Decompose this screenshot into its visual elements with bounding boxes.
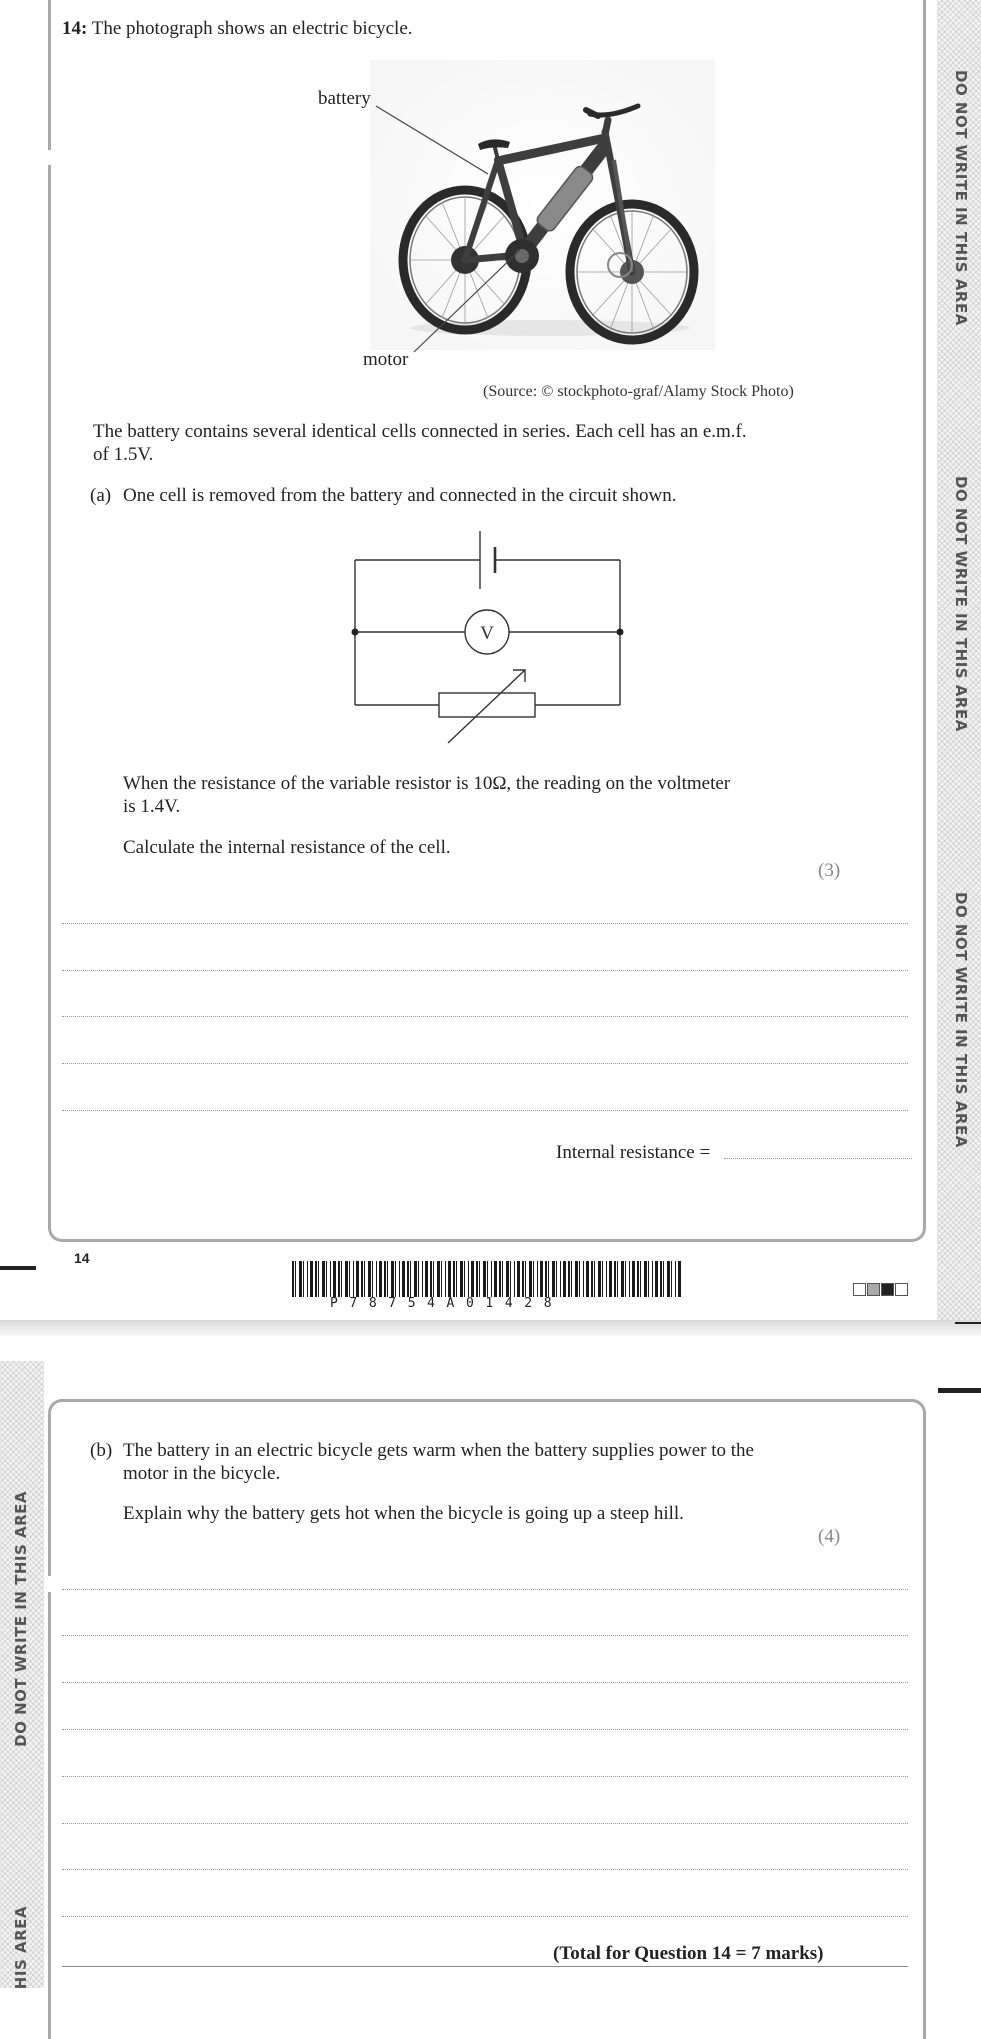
do-not-write-label: HIS AREA [12, 1906, 30, 1990]
do-not-write-label: DO NOT WRITE IN THIS AREA [12, 1491, 30, 1747]
page-separator [0, 1320, 981, 1336]
question-intro: The photograph shows an electric bicycle. [91, 18, 413, 39]
part-b-label: (b) [90, 1440, 113, 1461]
stem-line-2: of 1.5V. [93, 444, 154, 465]
bottom-rule [62, 1966, 908, 1967]
part-a-line-1: When the resistance of the variable resistor is 10Ω, the reading on the voltmeter [123, 773, 731, 794]
question-total: (Total for Question 14 = 7 marks) [553, 1943, 824, 1964]
part-a-label: (a) [90, 485, 112, 506]
do-not-write-label: DO NOT WRITE IN THIS AREA [952, 476, 970, 732]
answer-line[interactable] [62, 1916, 908, 1917]
photo-leader-lines [0, 0, 981, 400]
part-a-instruction: Calculate the internal resistance of the cell. [123, 837, 451, 858]
part-b-marks: (4) [818, 1526, 841, 1547]
internal-resistance-answer-line[interactable] [724, 1158, 912, 1159]
answer-line[interactable] [62, 1016, 908, 1017]
internal-resistance-label: Internal resistance = [556, 1142, 711, 1163]
page-mark-right [938, 1388, 981, 1393]
answer-line[interactable] [62, 970, 908, 971]
answer-line[interactable] [62, 1729, 908, 1730]
answer-line[interactable] [62, 1635, 908, 1636]
part-b-line-1: The battery in an electric bicycle gets warm when the battery supplies power to the [123, 1440, 754, 1461]
indicator-box [895, 1283, 908, 1296]
indicator-box [881, 1283, 894, 1296]
page-mark-left [0, 1266, 36, 1270]
answer-line[interactable] [62, 1776, 908, 1777]
answer-line[interactable] [62, 1063, 908, 1064]
part-a-marks: (3) [818, 860, 841, 881]
indicator-box [853, 1283, 866, 1296]
photo-source: (Source: © stockphoto-graf/Alamy Stock Photo) [483, 383, 794, 400]
do-not-write-label: DO NOT WRITE IN THIS AREA [952, 70, 970, 326]
answer-line[interactable] [62, 1589, 908, 1590]
part-a-line-2: is 1.4V. [123, 796, 181, 817]
do-not-write-label: DO NOT WRITE IN THIS AREA [952, 892, 970, 1148]
question-number: 14: [62, 18, 88, 39]
voltmeter-symbol: V [480, 623, 494, 644]
page-indicator [853, 1283, 908, 1301]
answer-line[interactable] [62, 1869, 908, 1870]
circuit-diagram [340, 525, 640, 750]
part-a-text: One cell is removed from the battery and connected in the circuit shown. [123, 485, 677, 506]
frame-gap-mask [44, 1576, 54, 1592]
barcode-text: P78754A01428 [330, 1296, 564, 1311]
indicator-box [867, 1283, 880, 1296]
label-motor: motor [363, 349, 409, 370]
page-number: 14 [74, 1250, 90, 1266]
label-battery: battery [318, 88, 371, 109]
answer-line[interactable] [62, 1823, 908, 1824]
answer-line[interactable] [62, 1110, 908, 1111]
barcode [292, 1261, 682, 1297]
stem-line-1: The battery contains several identical cells connected in series. Each cell has an e.m.f. [93, 421, 747, 442]
page-separator-mark [955, 1322, 981, 1324]
page-2 [0, 1336, 981, 1988]
answer-line[interactable] [62, 1682, 908, 1683]
part-b-instruction: Explain why the battery gets hot when the bicycle is going up a steep hill. [123, 1503, 684, 1524]
part-b-line-2: motor in the bicycle. [123, 1463, 281, 1484]
answer-line[interactable] [62, 923, 908, 924]
